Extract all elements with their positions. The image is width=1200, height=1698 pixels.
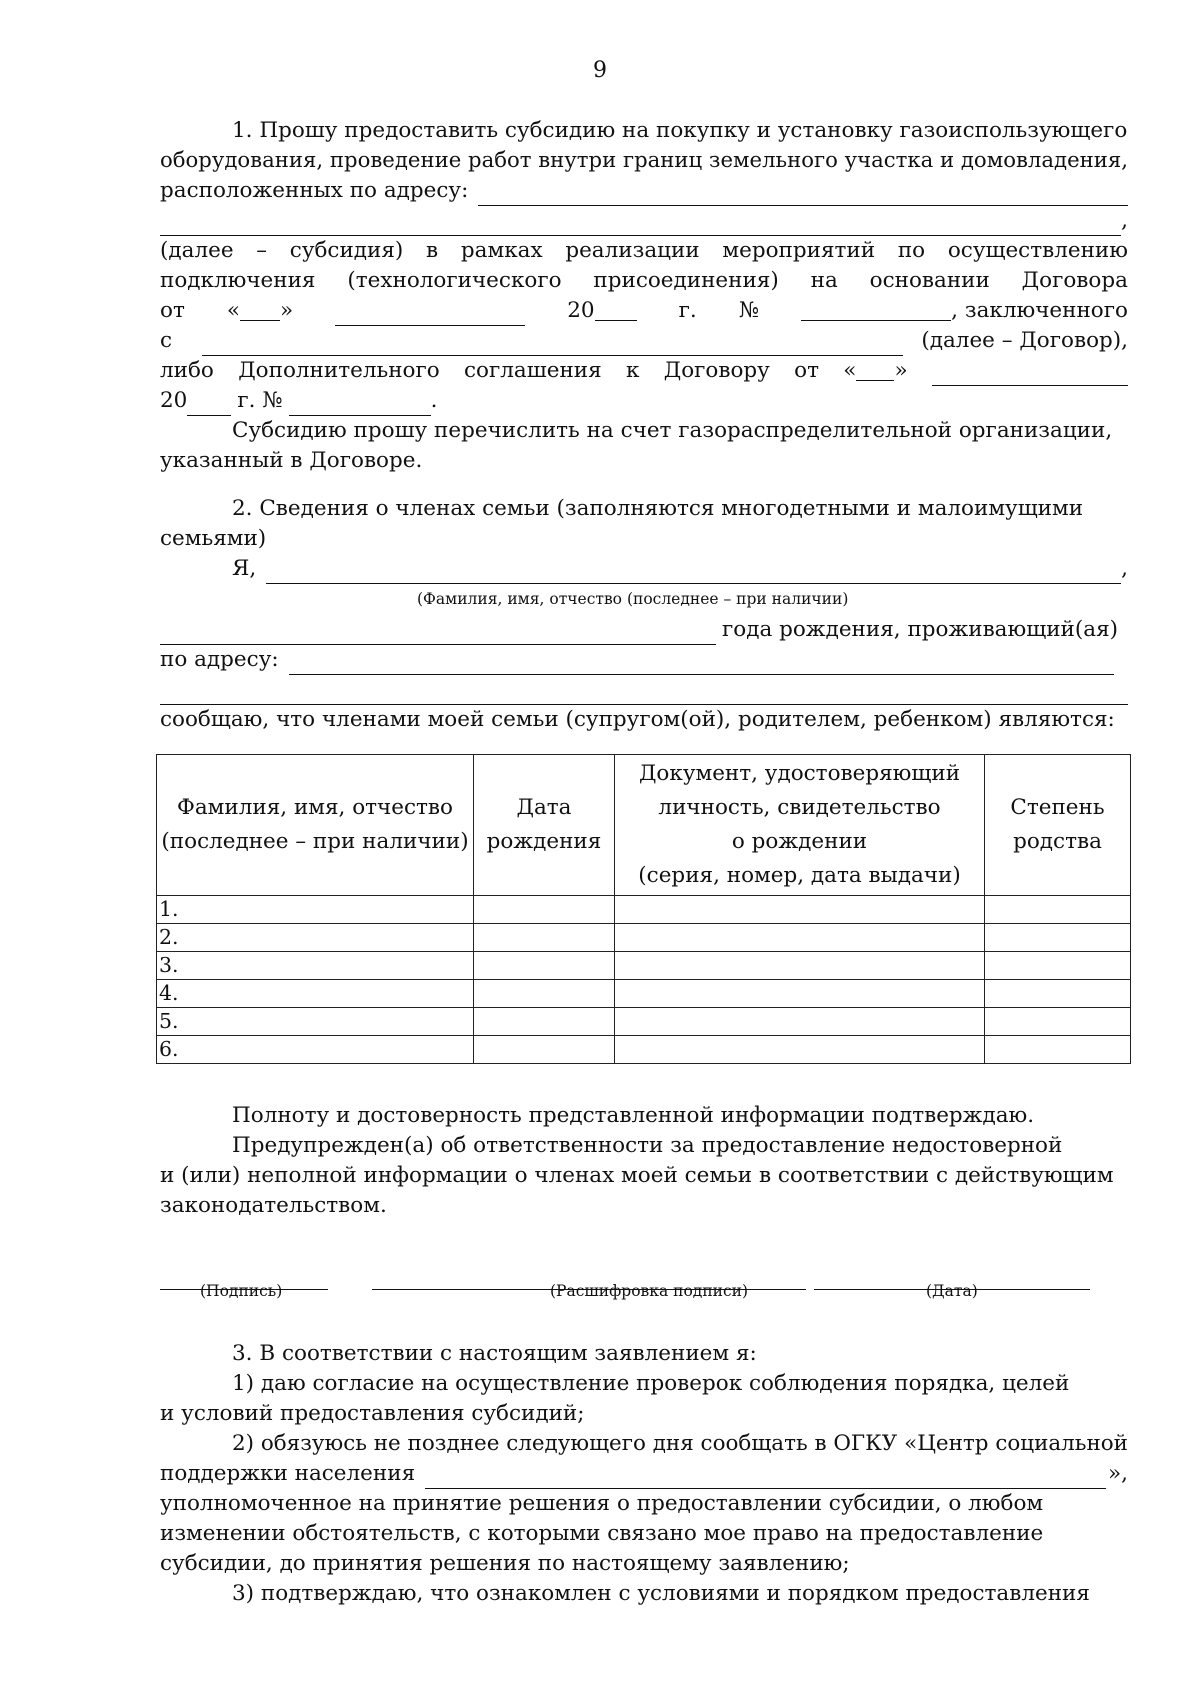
header-relation <box>985 755 1131 896</box>
text: 2. Сведения о членах семьи (заполняются многодетными и малоимущими <box>232 496 1084 521</box>
text-line <box>160 1579 1128 1609</box>
social-center-field[interactable] <box>425 1464 1106 1489</box>
contract-party-line <box>160 326 1128 356</box>
header-text: родства <box>1013 829 1102 854</box>
birth-cell[interactable] <box>474 896 615 924</box>
table-row <box>157 896 1131 924</box>
agreement-month-field[interactable] <box>932 361 1128 386</box>
text: и (или) неполной информации о членах моей семьи в соответствии с действующим <box>160 1163 1114 1188</box>
text: 3. В соответствии с настоящим заявлением я: <box>232 1341 757 1366</box>
residence-line-2 <box>160 675 1128 705</box>
fio-cell[interactable]: 3. <box>157 952 474 980</box>
comma: , <box>1121 556 1128 581</box>
text-line <box>160 1519 1128 1549</box>
address-line <box>160 176 1128 206</box>
text: 1) даю согласие на осуществление проверок соблюдения порядка, целей <box>232 1371 1070 1396</box>
fio-field[interactable] <box>266 559 1121 584</box>
birth-cell[interactable] <box>474 924 615 952</box>
relation-cell[interactable] <box>985 896 1131 924</box>
page-number: 9 <box>593 58 607 83</box>
birth-cell[interactable] <box>474 980 615 1008</box>
text: Полноту и достоверность представленной информации подтверждаю. <box>232 1103 1035 1128</box>
date-caption: (Дата) <box>926 1282 978 1300</box>
header-text: рождения <box>486 829 602 854</box>
relation-cell[interactable] <box>985 952 1131 980</box>
address-field[interactable] <box>478 181 1128 206</box>
text: субсидии, до принятия решения по настоящему заявлению; <box>160 1551 850 1576</box>
family-members-table <box>156 754 1131 1064</box>
fio-cell[interactable]: 4. <box>157 980 474 1008</box>
text: 2) обязуюсь не позднее следующего дня сообщать в ОГКУ «Центр социальной <box>232 1431 1128 1456</box>
text: уполномоченное на принятие решения о предоставлении субсидии, о любом <box>160 1491 1044 1516</box>
text-line <box>160 494 1128 524</box>
table-row <box>157 980 1131 1008</box>
word: реализации <box>565 238 700 263</box>
fio-cell[interactable]: 2. <box>157 924 474 952</box>
contract-party-field[interactable] <box>202 331 903 356</box>
text-line <box>160 1191 1128 1221</box>
text: Субсидию прошу перечислить на счет газораспределительной организации, <box>232 418 1113 443</box>
fio-cell[interactable]: 1. <box>157 896 474 924</box>
word: № <box>738 298 760 323</box>
word: (далее <box>160 238 234 263</box>
agreement-day-field[interactable] <box>856 356 894 381</box>
birth-date-field[interactable] <box>160 620 716 645</box>
text-line <box>160 705 1128 735</box>
comma: , <box>1121 208 1128 233</box>
text-line <box>160 1131 1128 1161</box>
text-line-justified <box>160 266 1128 296</box>
word: по <box>897 238 926 263</box>
quote: « <box>843 358 857 383</box>
text-line-justified <box>160 236 1128 266</box>
text-line <box>160 1429 1128 1459</box>
text-line <box>160 1101 1128 1131</box>
relation-cell[interactable] <box>985 1036 1131 1064</box>
header-text: (последнее – при наличии) <box>161 829 469 854</box>
contract-year-group <box>567 296 636 326</box>
agreement-year-field[interactable] <box>187 391 231 416</box>
quote: » <box>894 358 908 383</box>
birth-cell[interactable] <box>474 1036 615 1064</box>
word: от <box>160 298 185 323</box>
text-line <box>160 1161 1128 1191</box>
text-line <box>160 116 1128 146</box>
text: семьями) <box>160 526 267 551</box>
fio-cell[interactable]: 5. <box>157 1008 474 1036</box>
text: оборудования, проведение работ внутри границ земельного участка и домовладения, <box>160 148 1128 173</box>
word: либо <box>160 358 214 383</box>
word: от <box>794 358 819 383</box>
table-row <box>157 952 1131 980</box>
address-field-2[interactable] <box>160 211 1121 236</box>
header-text: Документ, удостоверяющий <box>638 761 961 786</box>
signature-decode-caption: (Расшифровка подписи) <box>550 1282 749 1300</box>
text: и условий предоставления субсидий; <box>160 1401 585 1426</box>
text-line <box>160 1489 1128 1519</box>
text: 1. Прошу предоставить субсидию на покупку и установку газоиспользующего <box>232 118 1128 143</box>
text-line <box>160 416 1128 446</box>
year-prefix: 20 <box>567 298 595 323</box>
contract-number-field[interactable] <box>801 296 951 321</box>
text-line <box>160 1339 1128 1369</box>
word: к <box>625 358 640 383</box>
residence-address-field[interactable] <box>289 650 1114 675</box>
word: Дополнительного <box>238 358 440 383</box>
fio-caption: (Фамилия, имя, отчество (последнее – при наличии) <box>417 590 849 608</box>
text: года рождения, проживающий(ая) <box>722 617 1119 642</box>
word: присоединения) <box>593 268 779 293</box>
table-row <box>157 1036 1131 1064</box>
agreement-number-field[interactable] <box>289 391 431 416</box>
header-text: Дата <box>516 795 572 820</box>
relation-cell[interactable] <box>985 924 1131 952</box>
birth-cell[interactable] <box>474 1008 615 1036</box>
text-line <box>160 1549 1128 1579</box>
text: г. № <box>237 388 283 413</box>
word: Договору <box>663 358 770 383</box>
table-row <box>157 924 1131 952</box>
document-cell[interactable] <box>615 1036 985 1064</box>
word: Договора <box>1021 268 1128 293</box>
additional-agreement-line <box>160 356 1128 386</box>
residence-address-field-2[interactable] <box>160 680 1128 705</box>
header-document <box>615 755 985 896</box>
agreement-day-group <box>843 356 907 386</box>
word: – <box>256 238 268 263</box>
relation-cell[interactable] <box>985 1008 1131 1036</box>
label: Я, <box>232 556 257 581</box>
quote: « <box>226 298 241 323</box>
signature-caption: (Подпись) <box>200 1282 283 1300</box>
address-line-2 <box>160 206 1128 236</box>
word: в <box>426 238 439 263</box>
header-fio <box>157 755 474 896</box>
document-cell[interactable] <box>615 896 985 924</box>
text-line <box>160 1399 1128 1429</box>
quote: » <box>280 298 294 323</box>
text: указанный в Договоре. <box>160 448 423 473</box>
word: с <box>160 328 173 353</box>
contract-day-field[interactable] <box>240 296 280 321</box>
document-cell[interactable] <box>615 1008 985 1036</box>
text: (далее – Договор), <box>921 328 1128 353</box>
header-text: Степень <box>1010 795 1105 820</box>
contract-day-group <box>227 296 293 326</box>
contract-month-field[interactable] <box>335 301 525 326</box>
header-text: о рождении <box>731 829 868 854</box>
word: подключения <box>160 268 316 293</box>
relation-cell[interactable] <box>985 980 1131 1008</box>
document-cell[interactable] <box>615 924 985 952</box>
header-birth-date <box>474 755 615 896</box>
year-prefix: 20 <box>160 388 188 413</box>
text: законодательством. <box>160 1193 387 1218</box>
text-line <box>160 446 1128 476</box>
word: субсидия) <box>289 238 404 263</box>
contract-year-field[interactable] <box>595 296 637 321</box>
header-text: личность, свидетельство <box>658 795 941 820</box>
text-line <box>160 524 1128 554</box>
text-line <box>160 1369 1128 1399</box>
agreement-year-line <box>160 386 1128 416</box>
birth-cell[interactable] <box>474 952 615 980</box>
word: основании <box>869 268 990 293</box>
word: (технологического <box>347 268 562 293</box>
table-header-row <box>157 755 1131 896</box>
contract-number-group <box>801 296 1128 326</box>
text: изменении обстоятельств, с которыми связано мое право на предоставление <box>160 1521 1044 1546</box>
residence-line <box>160 645 1128 675</box>
contract-line <box>160 296 1128 326</box>
text: , заключенного <box>951 298 1128 323</box>
word: осуществлению <box>947 238 1128 263</box>
word: г. <box>678 298 697 323</box>
fio-line <box>160 554 1128 584</box>
text: 3) подтверждаю, что ознакомлен с условиями и порядком предоставления <box>232 1581 1090 1606</box>
text: сообщаю, что членами моей семьи (супругом(ой), родителем, ребенком) являются: <box>160 707 1115 732</box>
header-text: (серия, номер, дата выдачи) <box>638 863 961 888</box>
birth-line <box>160 615 1128 645</box>
label: расположенных по адресу: <box>160 178 469 203</box>
social-center-line <box>160 1459 1128 1489</box>
dot: . <box>430 388 438 413</box>
document-cell[interactable] <box>615 980 985 1008</box>
text: Предупрежден(а) об ответственности за предоставление недостоверной <box>232 1133 1063 1158</box>
word: соглашения <box>464 358 602 383</box>
text-line <box>160 146 1128 176</box>
document-cell[interactable] <box>615 952 985 980</box>
fio-cell[interactable]: 6. <box>157 1036 474 1064</box>
text: », <box>1108 1461 1128 1486</box>
table-row <box>157 1008 1131 1036</box>
word: рамках <box>460 238 543 263</box>
word: на <box>810 268 838 293</box>
word: мероприятий <box>722 238 876 263</box>
label: по адресу: <box>160 647 279 672</box>
text: поддержки населения <box>160 1461 416 1486</box>
header-text: Фамилия, имя, отчество <box>177 795 453 820</box>
